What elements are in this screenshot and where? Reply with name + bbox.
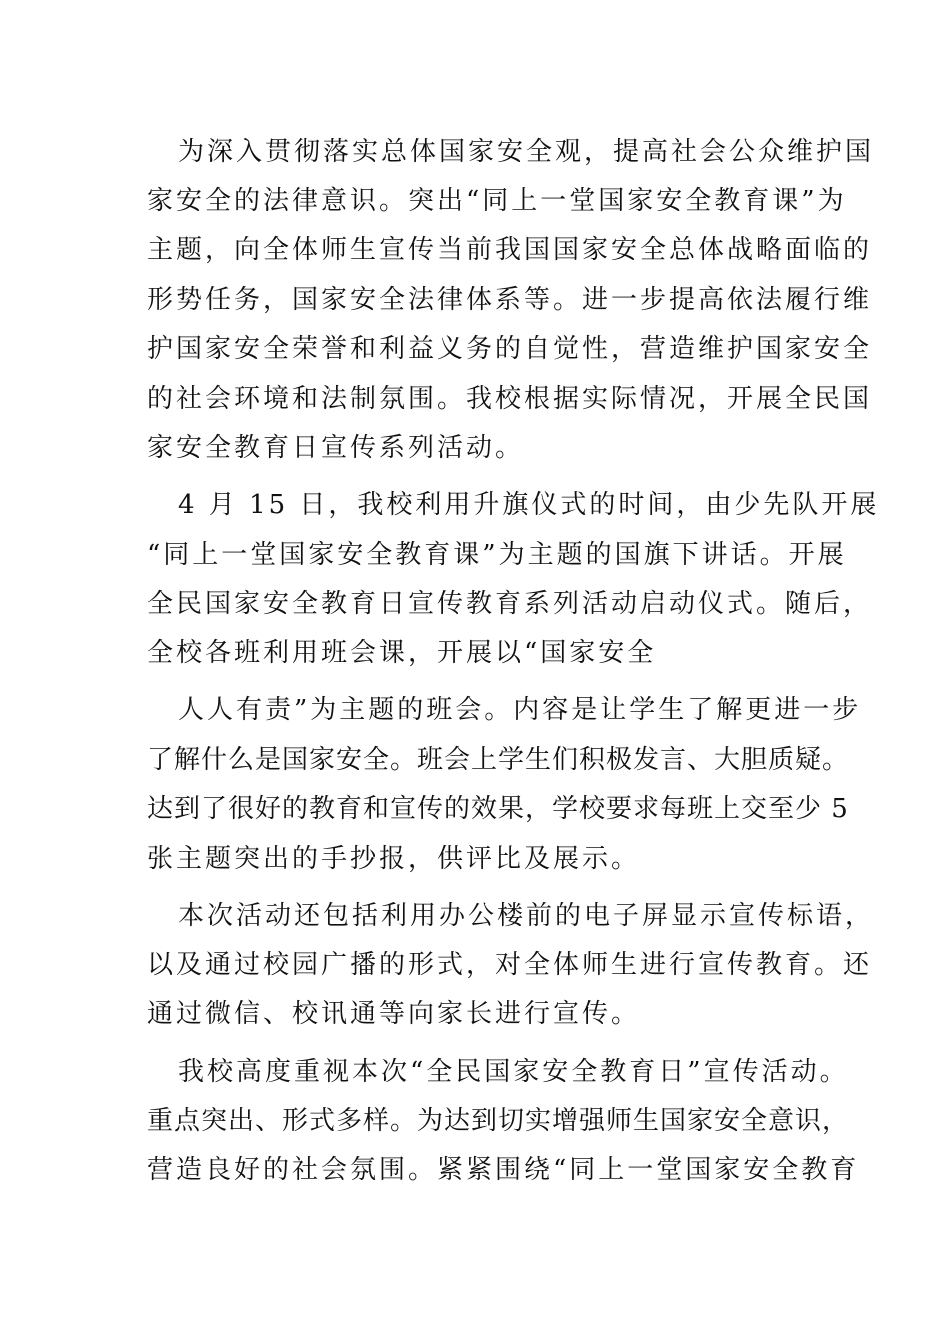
paragraph-1-line-3: 主题，向全体师生宣传当前我国国家安全总体战略面临的 <box>147 235 873 265</box>
paragraph-4-line-2: 以及通过校园广播的形式，对全体师生进行宣传教育。还 <box>147 950 873 980</box>
paragraph-2-line-2: “同上一堂国家安全教育课”为主题的国旗下讲话。开展 <box>147 540 847 570</box>
paragraph-2-line-3: 全民国家安全教育日宣传教育系列活动启动仪式。随后， <box>147 589 873 619</box>
paragraph-3-line-2: 了解什么是国家安全。班会上学生们积极发言、大胆质疑。 <box>147 745 850 775</box>
paragraph-5-line-1: 我校高度重视本次“全民国家安全教育日”宣传活动。 <box>178 1057 849 1087</box>
paragraph-5-line-3: 营造良好的社会氛围。紧紧围绕“同上一堂国家安全教育 <box>147 1155 860 1185</box>
paragraph-1-line-2: 家安全的法律意识。突出“同上一堂国家安全教育课”为 <box>147 186 847 216</box>
paragraph-2-line-4: 全校各班利用班会课，开展以“国家安全 <box>147 638 657 668</box>
paragraph-3-line-4: 张主题突出的手抄报，供评比及展示。 <box>147 844 641 874</box>
paragraph-1-line-5: 护国家安全荣誉和利益义务的自觉性，营造维护国家安全 <box>147 334 873 364</box>
paragraph-5-line-2: 重点突出、形式多样。为达到切实增强师生国家安全意识， <box>147 1106 850 1136</box>
paragraph-4-line-1: 本次活动还包括利用办公楼前的电子屏显示宣传标语， <box>178 901 875 931</box>
paragraph-1-line-7: 家安全教育日宣传系列活动。 <box>147 433 525 463</box>
paragraph-1-line-6: 的社会环境和法制氛围。我校根据实际情况，开展全民国 <box>147 384 873 414</box>
paragraph-2-line-1: 4 月 15 日，我校利用升旗仪式的时间，由少先队开展 <box>178 490 880 520</box>
paragraph-1-line-4: 形势任务，国家安全法律体系等。进一步提高依法履行维 <box>147 285 873 315</box>
paragraph-1-line-1: 为深入贯彻落实总体国家安全观，提高社会公众维护国 <box>178 137 875 167</box>
paragraph-3-line-3: 达到了很好的教育和宣传的效果，学校要求每班上交至少 5 <box>147 794 849 824</box>
paragraph-3-line-1: 人人有责”为主题的班会。内容是让学生了解更进一步 <box>178 695 862 725</box>
paragraph-4-line-3: 通过微信、校讯通等向家长进行宣传。 <box>147 999 641 1029</box>
